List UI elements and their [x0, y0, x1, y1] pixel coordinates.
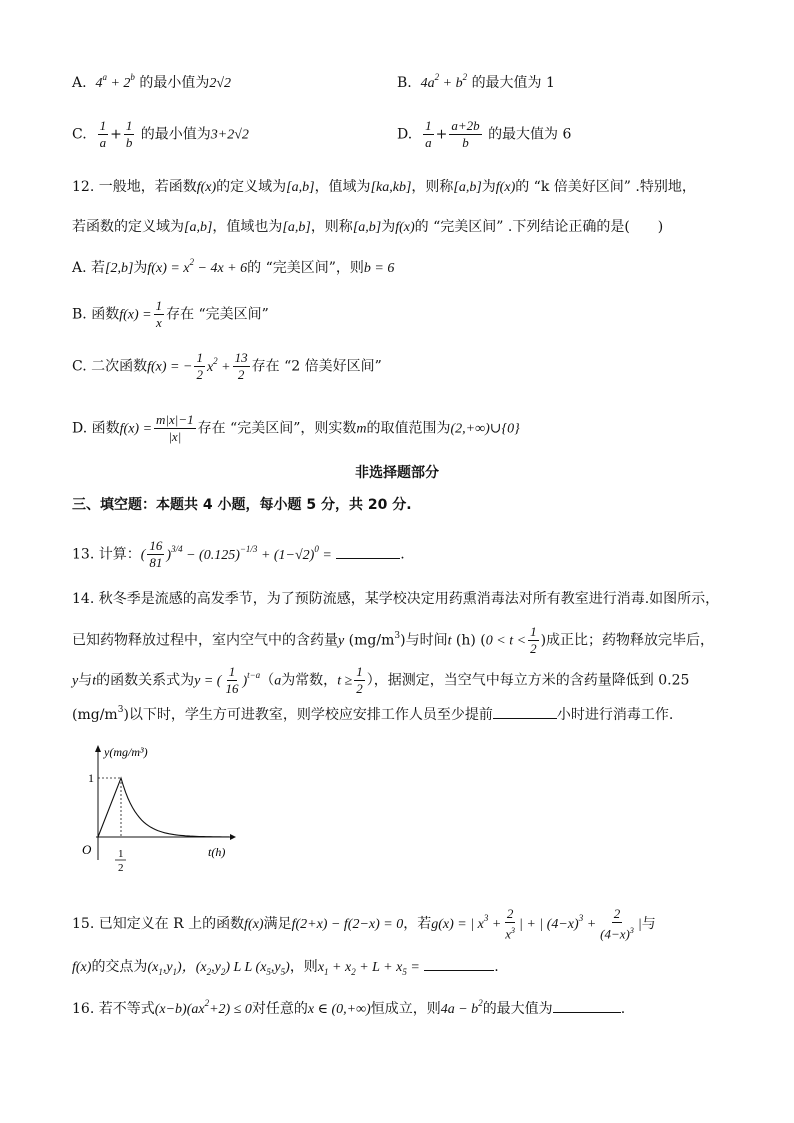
x-axis-label: t(h) — [208, 845, 226, 859]
q14-line2: 已知药物释放过程中，室内空气中的含药量y $(mg/m^3)$与时间t (h) (0 < t < $\frac{1}{2}$ )成正比；药物释放完毕后， — [72, 624, 715, 656]
q12-intro-line2: 若函数的定义域为[a,b]，值域也为[a,b]，则称[a,b]为f(x)的 “完美区间” .下列结论正确的是( ) — [72, 219, 664, 235]
q11-option-a: A. $4^a + 2^b$ 的最小值为2√2 — [72, 72, 232, 91]
q12-option-d: D. 函数f(x) = $\frac{m|x|-1}{|x|}$ 存在 “完美区间”，则实数m的取值范围为(2,+∞)∪{0} — [72, 412, 520, 444]
q14-line3: y与t的函数关系式为y = ( $\frac{1}{16}$ )$^{t-a}$（a为常数，t ≥ $\frac{1}{2}$ ），据测定，当空气中每立方米的含药量降低到 0.25 — [72, 664, 690, 696]
x-axis-arrow — [230, 834, 236, 840]
q13: 13. 计算：( $\frac{16}{81}$ )$^{3/4} - (0.125)^{-1/3} + (1-√2)^0$ = . — [72, 538, 405, 570]
y-axis-label: y(mg/m³) — [104, 745, 148, 759]
concentration-curve — [98, 778, 229, 837]
q15-answer-blank[interactable] — [424, 956, 494, 971]
q12-intro-line1: 12. 一般地，若函数f(x)的定义域为[a,b]，值域为[ka,kb]，则称[a,b]为f(x)的 “k 倍美好区间” .特别地， — [72, 179, 696, 195]
x-tick-numerator: 1 — [118, 848, 124, 860]
q16: 16. 若不等式$(x-b)(ax^2+2) \le 0$对任意的x ∈ (0,+∞)恒成立，则$4a - b^2$的最大值为 . — [72, 998, 626, 1017]
q12-option-c: C. 二次函数f(x) = − $\frac{1}{2}$ $x^2$ + $\frac{13}{2}$ 存在 “2 倍美好区间” — [72, 350, 382, 382]
x-tick-denominator: 2 — [118, 862, 124, 874]
y-tick-label: 1 — [88, 771, 94, 785]
q12-option-b: B. 函数f(x) = $\frac{1}{x}$ 存在 “完美区间” — [72, 298, 269, 330]
origin-label: O — [82, 842, 92, 857]
section-title: 非选择题部分 — [355, 465, 439, 481]
q11-option-b: B. $4a^2 + b^2$ 的最大值为 1 — [397, 72, 555, 91]
section-heading: 三、填空题：本题共 4 小题，每小题 5 分，共 20 分. — [72, 497, 412, 513]
q14-line4: $(mg/m^3)$以下时，学生方可进教室，则学校应安排工作人员至少提前 小时进行消毒工作. — [72, 705, 674, 723]
q12-option-a: A. 若[2,b]为$f(x) = x^2 - 4x + 6$的 “完美区间”，则b = 6 — [72, 257, 395, 276]
y-axis-arrow — [95, 745, 101, 752]
q14-answer-blank[interactable] — [493, 704, 557, 719]
q11-option-d: D. $\frac{1}{a}$ + $\frac{a+2b}{b}$ 的最大值为 6 — [397, 118, 572, 150]
drug-concentration-graph — [70, 740, 240, 880]
q15-line1: 15. 已知定义在 R 上的函数f(x)满足f(2+x) − f(2−x) = 0，若g(x) = | $x^3$ + $\frac{2}{x^3}$ | + | $(4-x)^3$ + $\frac{2}{(4-x)^3}$ |与 — [72, 906, 656, 942]
q11-option-c: C. $\frac{1}{a}$ + $\frac{1}{b}$ 的最小值为3+2√2 — [72, 118, 249, 150]
q13-answer-blank[interactable] — [336, 544, 400, 559]
q14-line1: 14. 秋冬季是流感的高发季节，为了预防流感，某学校决定用药熏消毒法对所有教室进行消毒.如图所示， — [72, 591, 720, 607]
q16-answer-blank[interactable] — [553, 998, 621, 1013]
q15-line2: f(x)的交点为$(x_1,y_1)$，$(x_2,y_2)$ L L $(x_5,y_5)$，则$x_1 + x_2 + L + x_5$ = . — [72, 956, 499, 983]
